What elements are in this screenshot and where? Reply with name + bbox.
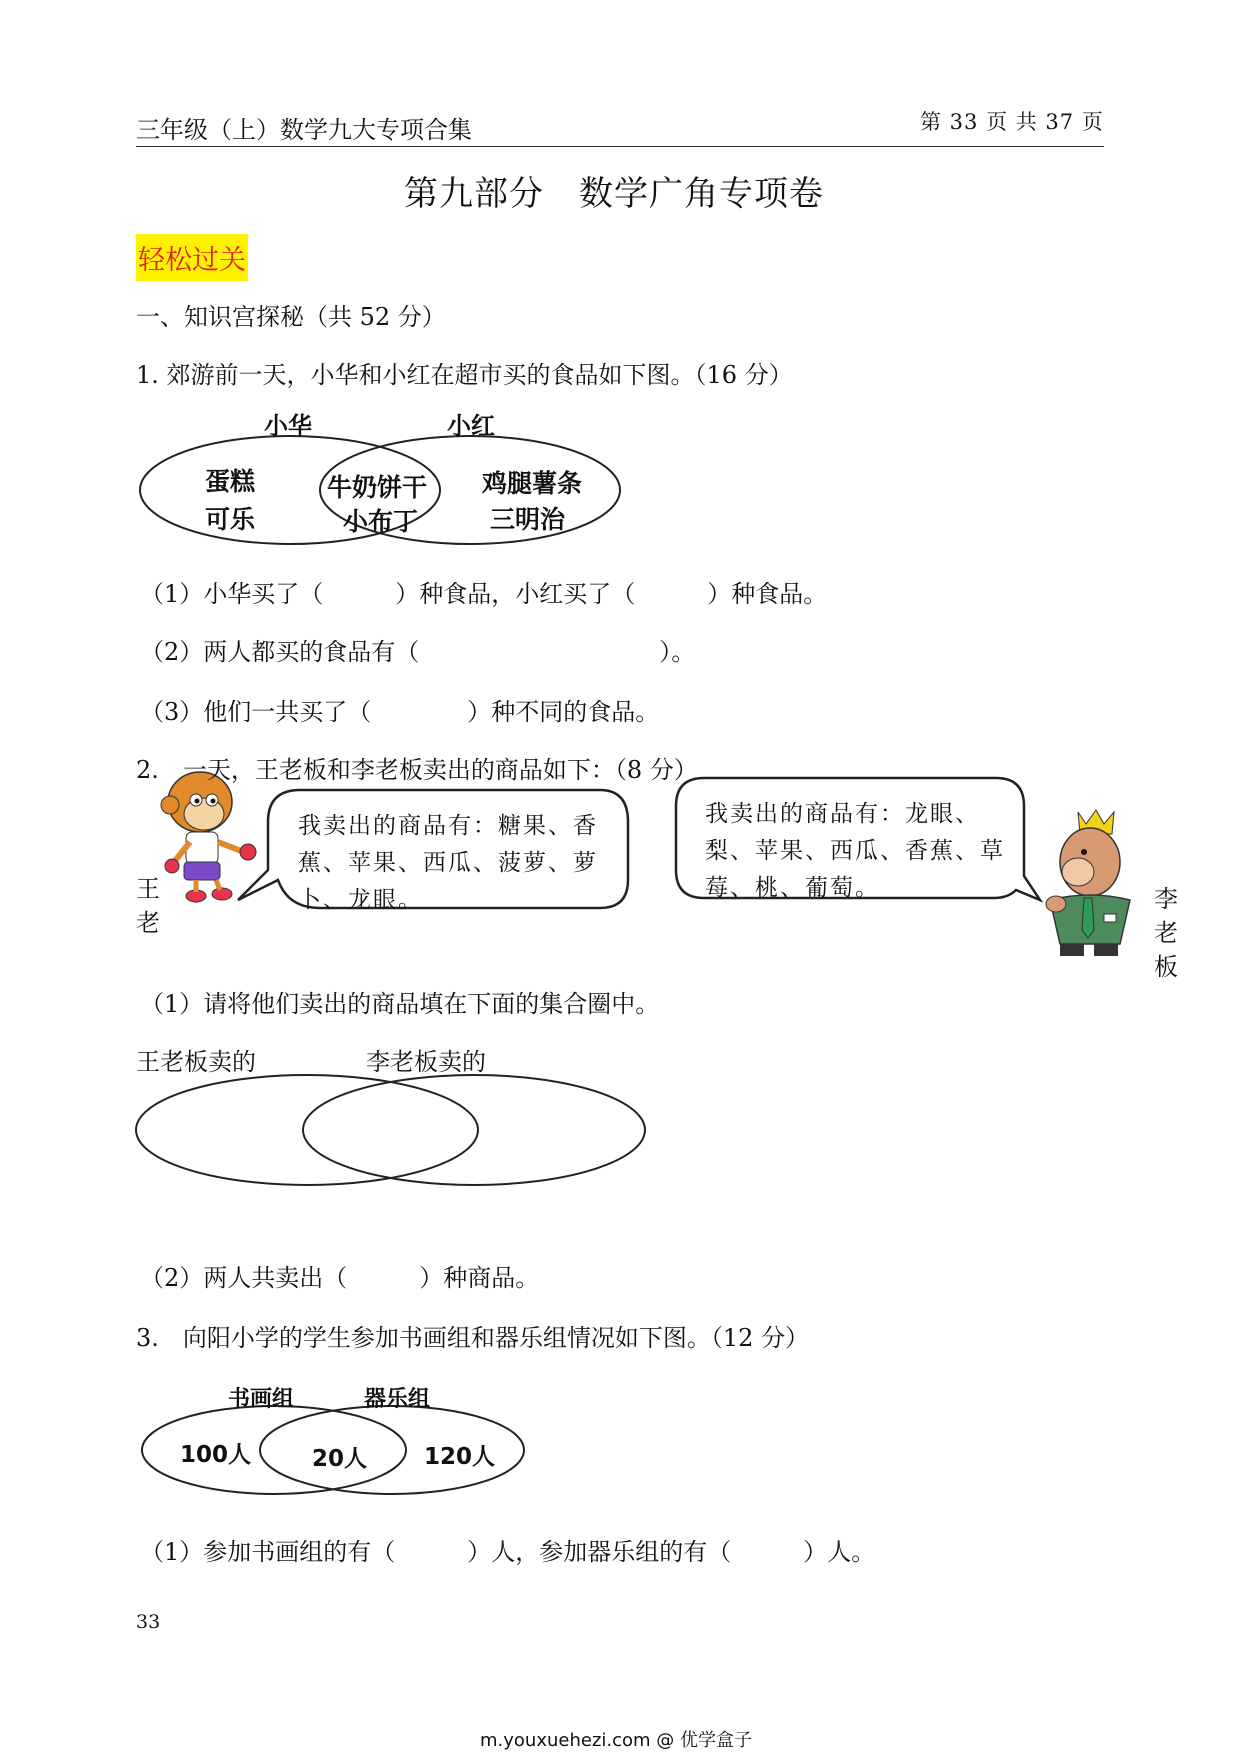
- page-number: 33: [136, 1611, 161, 1633]
- q3-venn-left-label: 书画组: [228, 1387, 295, 1412]
- q1-both-item-1: 牛奶饼干: [327, 473, 428, 502]
- q2-stem: 2. 一天，王老板和李老板卖出的商品如下：（8 分）: [136, 756, 698, 784]
- q1-venn-left-label: 小华: [264, 412, 312, 440]
- q2-sub2: （2）两人共卖出（ ）种商品。: [140, 1264, 540, 1292]
- page-title: 第九部分 数学广角专项卷: [404, 174, 824, 214]
- q2-set-label-left: 王老板卖的: [136, 1048, 256, 1076]
- q3-both-value: 20人: [312, 1446, 368, 1472]
- q1-right-item-2: 三明治: [490, 505, 566, 534]
- q3-right-value: 120人: [424, 1444, 496, 1470]
- header-title: 三年级（上）数学九大专项合集: [136, 116, 472, 144]
- monkey-boss-wang-illustration: [161, 772, 256, 902]
- q3-venn-right-label: 器乐组: [364, 1387, 431, 1412]
- q1-sub3: （3）他们一共买了（ ）种不同的食品。: [140, 698, 660, 726]
- q1-right-item-1: 鸡腿薯条: [482, 469, 583, 498]
- q1-left-item-2: 可乐: [205, 505, 256, 534]
- q3-stem: 3. 向阳小学的学生参加书画组和器乐组情况如下图。（12 分）: [136, 1324, 810, 1352]
- q1-venn-right-label: 小红: [447, 412, 495, 440]
- watermark-url: m.youxuehezi.com @ 优学盒子: [480, 1730, 753, 1751]
- q2-sub1: （1）请将他们卖出的商品填在下面的集合圈中。: [140, 990, 660, 1018]
- q3-sub1: （1）参加书画组的有（ ）人，参加器乐组的有（ ）人。: [140, 1538, 876, 1566]
- q2-empty-venn-diagram: [136, 1075, 645, 1185]
- monkey-boss-li-illustration: [1046, 810, 1130, 956]
- part-heading: 一、知识宫探秘（共 52 分）: [136, 303, 446, 331]
- q1-sub2: （2）两人都买的食品有（ ）。: [140, 638, 696, 666]
- bubble-right-text: 我卖出的商品有：龙眼、梨、苹果、西瓜、香蕉、草莓、桃、葡萄。: [705, 801, 1005, 901]
- section-badge: 轻松过关: [136, 234, 248, 281]
- q1-stem: 1. 郊游前一天，小华和小红在超市买的食品如下图。（16 分）: [136, 361, 793, 389]
- boss-wang-name: 王老: [136, 875, 160, 937]
- q1-left-item-1: 蛋糕: [205, 467, 256, 496]
- q2-venn-left-circle: [136, 1075, 478, 1185]
- q3-left-value: 100人: [180, 1442, 252, 1468]
- q1-sub1: （1）小华买了（ ）种食品，小红买了（ ）种食品。: [140, 580, 828, 608]
- page-indicator: 第 33 页 共 37 页: [920, 110, 1104, 134]
- boss-li-name: 李老板: [1154, 885, 1178, 981]
- bubble-left-text: 我卖出的商品有：糖果、香蕉、苹果、西瓜、菠萝、萝卜、龙眼。: [298, 813, 598, 913]
- q2-venn-right-circle: [303, 1075, 645, 1185]
- q1-both-item-2: 小布丁: [343, 507, 419, 536]
- q2-set-label-right: 李老板卖的: [366, 1048, 486, 1076]
